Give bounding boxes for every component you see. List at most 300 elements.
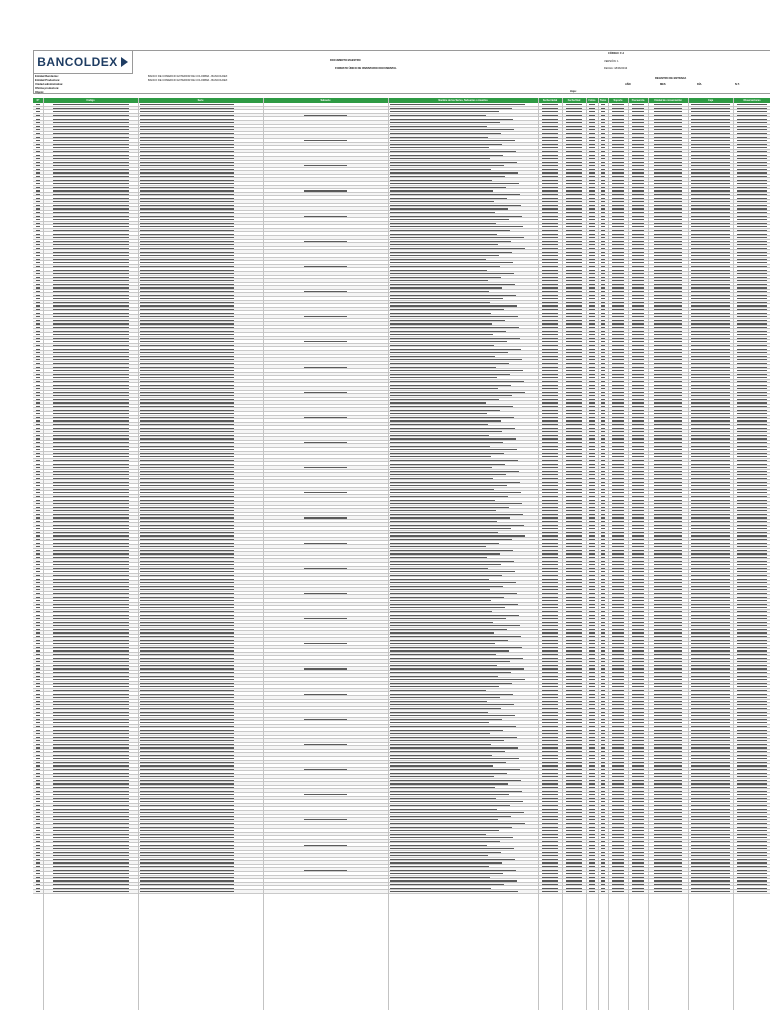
table-cell <box>36 402 40 403</box>
table-cell <box>36 194 40 195</box>
table-cell <box>140 676 234 677</box>
table-cell <box>589 388 595 389</box>
table-cell <box>589 776 595 777</box>
table-cell <box>53 108 129 109</box>
table-cell <box>654 798 682 799</box>
table-cell <box>566 381 583 382</box>
table-cell <box>654 316 682 317</box>
table-cell <box>36 535 40 536</box>
table-cell <box>612 708 624 709</box>
table-cell <box>601 704 605 705</box>
table-cell <box>566 647 583 648</box>
table-cell <box>36 712 40 713</box>
table-cell <box>737 126 767 127</box>
table-cell <box>140 327 234 328</box>
table-cell <box>390 834 486 835</box>
table-cell <box>390 144 502 145</box>
table-cell <box>566 370 583 371</box>
table-cell <box>140 597 234 598</box>
table-cell <box>589 316 595 317</box>
table-cell <box>691 277 729 278</box>
table-cell <box>542 208 559 209</box>
table-cell <box>612 794 624 795</box>
table-cell <box>589 252 595 253</box>
table-cell <box>691 848 729 849</box>
table-cell <box>601 453 605 454</box>
table-cell <box>612 776 624 777</box>
table-cell <box>654 284 682 285</box>
table-cell <box>632 852 644 853</box>
table-cell <box>304 794 348 795</box>
table-cell <box>589 884 595 885</box>
table-cell <box>632 812 644 813</box>
table-cell <box>737 338 767 339</box>
table-cell <box>140 172 234 173</box>
table-cell <box>737 464 767 465</box>
table-cell <box>53 349 129 350</box>
table-cell <box>654 435 682 436</box>
table-cell <box>542 126 559 127</box>
table-cell <box>589 708 595 709</box>
table-cell <box>53 248 129 249</box>
table-cell <box>566 162 583 163</box>
table-cell <box>691 266 729 267</box>
table-cell <box>542 712 559 713</box>
table-cell <box>304 543 348 544</box>
table-cell <box>36 259 40 260</box>
table-cell <box>390 198 507 199</box>
table-cell <box>737 140 767 141</box>
table-cell <box>654 119 682 120</box>
table-cell <box>53 198 129 199</box>
table-cell <box>691 834 729 835</box>
table-cell <box>601 180 605 181</box>
table-cell <box>542 884 559 885</box>
table-cell <box>542 176 559 177</box>
table-cell <box>737 237 767 238</box>
table-cell <box>542 244 559 245</box>
table-cell <box>390 385 511 386</box>
table-cell <box>542 535 559 536</box>
table-cell <box>140 341 234 342</box>
table-cell <box>566 144 583 145</box>
table-cell <box>691 172 729 173</box>
table-cell <box>542 500 559 501</box>
table-cell <box>53 862 129 863</box>
table-cell <box>566 273 583 274</box>
table-cell <box>589 331 595 332</box>
table-cell <box>601 219 605 220</box>
table-cell <box>654 190 682 191</box>
table-cell <box>632 140 644 141</box>
table-cell <box>589 223 595 224</box>
table-cell <box>53 615 129 616</box>
table-cell <box>612 370 624 371</box>
table-cell <box>140 385 234 386</box>
table-cell <box>737 701 767 702</box>
table-cell <box>691 582 729 583</box>
table-cell <box>654 837 682 838</box>
table-cell <box>542 618 559 619</box>
table-cell <box>53 679 129 680</box>
table-cell <box>53 280 129 281</box>
table-cell <box>542 287 559 288</box>
table-cell <box>612 237 624 238</box>
table-cell <box>601 604 605 605</box>
table-cell <box>632 733 644 734</box>
table-cell <box>632 550 644 551</box>
table-cell <box>36 305 40 306</box>
table-cell <box>566 751 583 752</box>
table-cell <box>53 104 129 105</box>
table-cell <box>632 320 644 321</box>
table-cell <box>566 877 583 878</box>
table-cell <box>632 133 644 134</box>
table-cell <box>612 543 624 544</box>
table-cell <box>589 780 595 781</box>
table-cell <box>566 208 583 209</box>
table-cell <box>737 801 767 802</box>
table-cell <box>601 647 605 648</box>
table-cell <box>589 701 595 702</box>
table-cell <box>601 837 605 838</box>
table-cell <box>612 270 624 271</box>
table-cell <box>691 672 729 673</box>
table-cell <box>542 453 559 454</box>
table-cell <box>691 126 729 127</box>
table-cell <box>632 270 644 271</box>
table-cell <box>691 676 729 677</box>
table-cell <box>654 417 682 418</box>
table-cell <box>542 769 559 770</box>
table-cell <box>632 381 644 382</box>
table-cell <box>589 769 595 770</box>
table-cell <box>542 776 559 777</box>
table-cell <box>632 298 644 299</box>
table-cell <box>390 460 518 461</box>
table-cell <box>390 550 513 551</box>
table-cell <box>601 212 605 213</box>
table-cell <box>542 805 559 806</box>
table-cell <box>612 521 624 522</box>
table-cell <box>140 726 234 727</box>
table-cell <box>589 722 595 723</box>
table-cell <box>632 262 644 263</box>
table-cell <box>390 805 510 806</box>
table-cell <box>632 392 644 393</box>
table-cell <box>632 223 644 224</box>
table-cell <box>36 571 40 572</box>
table-cell <box>601 841 605 842</box>
table-cell <box>589 597 595 598</box>
table-cell <box>589 694 595 695</box>
table-cell <box>542 859 559 860</box>
table-cell <box>654 359 682 360</box>
table-cell <box>589 827 595 828</box>
table-cell <box>654 334 682 335</box>
table-cell <box>632 798 644 799</box>
table-cell <box>36 140 40 141</box>
table-cell <box>53 632 129 633</box>
table-cell <box>53 298 129 299</box>
table-cell <box>36 385 40 386</box>
table-cell <box>632 316 644 317</box>
table-cell <box>542 694 559 695</box>
table-cell <box>140 194 234 195</box>
table-cell <box>632 241 644 242</box>
table-cell <box>589 309 595 310</box>
table-cell <box>654 765 682 766</box>
table-cell <box>612 636 624 637</box>
table-cell <box>36 837 40 838</box>
table-cell <box>632 525 644 526</box>
table-cell <box>691 568 729 569</box>
table-cell <box>566 367 583 368</box>
table-cell <box>390 456 491 457</box>
table-cell <box>737 765 767 766</box>
table-cell <box>140 622 234 623</box>
table-cell <box>566 219 583 220</box>
table-cell <box>612 252 624 253</box>
table-cell <box>390 377 497 378</box>
table-cell <box>601 636 605 637</box>
table-cell <box>654 385 682 386</box>
table-cell <box>654 406 682 407</box>
table-cell <box>691 230 729 231</box>
table-cell <box>589 435 595 436</box>
table-cell <box>140 870 234 871</box>
table-cell <box>390 535 525 536</box>
table-cell <box>589 482 595 483</box>
table-cell <box>36 496 40 497</box>
table-cell <box>612 888 624 889</box>
table-cell <box>737 708 767 709</box>
table-cell <box>737 198 767 199</box>
table-cell <box>601 273 605 274</box>
table-cell <box>601 776 605 777</box>
table-cell <box>601 374 605 375</box>
table-cell <box>737 740 767 741</box>
table-cell <box>737 305 767 306</box>
table-cell <box>654 446 682 447</box>
table-cell <box>737 579 767 580</box>
table-cell <box>601 155 605 156</box>
table-cell <box>542 812 559 813</box>
table-cell <box>691 410 729 411</box>
table-cell <box>36 564 40 565</box>
table-cell <box>612 859 624 860</box>
table-cell <box>632 668 644 669</box>
table-cell <box>632 521 644 522</box>
table-cell <box>612 402 624 403</box>
table-cell <box>589 758 595 759</box>
table-cell <box>53 611 129 612</box>
table-cell <box>390 341 507 342</box>
table-cell <box>36 205 40 206</box>
table-cell <box>53 428 129 429</box>
table-cell <box>612 553 624 554</box>
table-cell <box>654 345 682 346</box>
table-cell <box>691 471 729 472</box>
table-cell <box>390 561 514 562</box>
table-cell <box>737 190 767 191</box>
table-cell <box>140 607 234 608</box>
table-cell <box>542 158 559 159</box>
table-cell <box>542 270 559 271</box>
table-cell <box>36 769 40 770</box>
table-cell <box>632 873 644 874</box>
table-cell <box>542 460 559 461</box>
table-cell <box>589 564 595 565</box>
table-cell <box>36 744 40 745</box>
table-cell <box>737 359 767 360</box>
table-cell <box>390 183 519 184</box>
table-cell <box>601 244 605 245</box>
table-cell <box>632 827 644 828</box>
table-cell <box>632 165 644 166</box>
table-cell <box>140 453 234 454</box>
table-cell <box>53 528 129 529</box>
table-cell <box>542 345 559 346</box>
table-cell <box>654 514 682 515</box>
table-cell <box>612 568 624 569</box>
table-cell <box>612 622 624 623</box>
table-cell <box>612 841 624 842</box>
table-cell <box>737 456 767 457</box>
table-cell <box>542 597 559 598</box>
table-cell <box>390 442 503 443</box>
table-cell <box>53 399 129 400</box>
table-cell <box>632 248 644 249</box>
table-cell <box>36 597 40 598</box>
table-cell <box>140 277 234 278</box>
table-cell <box>53 636 129 637</box>
table-cell <box>612 266 624 267</box>
table-cell <box>632 870 644 871</box>
table-cell <box>589 805 595 806</box>
table-cell <box>566 295 583 296</box>
table-cell <box>632 460 644 461</box>
table-cell <box>390 151 516 152</box>
table-cell <box>691 686 729 687</box>
table-cell <box>691 539 729 540</box>
table-cell <box>53 543 129 544</box>
table-cell <box>140 252 234 253</box>
table-cell <box>53 607 129 608</box>
table-cell <box>542 377 559 378</box>
table-cell <box>691 758 729 759</box>
table-cell <box>632 654 644 655</box>
table-cell <box>654 877 682 878</box>
table-cell <box>390 787 495 788</box>
table-cell <box>691 287 729 288</box>
table-cell <box>737 270 767 271</box>
table-cell <box>632 237 644 238</box>
table-cell <box>53 747 129 748</box>
table-cell <box>140 550 234 551</box>
table-cell <box>691 737 729 738</box>
table-cell <box>612 133 624 134</box>
table-cell <box>36 852 40 853</box>
table-cell <box>691 385 729 386</box>
table-cell <box>140 137 234 138</box>
table-cell <box>566 553 583 554</box>
table-cell <box>140 406 234 407</box>
table-cell <box>632 730 644 731</box>
col-header-caja: Caja <box>707 99 714 102</box>
table-cell <box>140 845 234 846</box>
table-cell <box>612 773 624 774</box>
table-cell <box>542 352 559 353</box>
table-cell <box>632 428 644 429</box>
table-cell <box>566 672 583 673</box>
table-cell <box>691 719 729 720</box>
table-cell <box>601 593 605 594</box>
table-cell <box>566 629 583 630</box>
table-cell <box>612 205 624 206</box>
table-cell <box>566 482 583 483</box>
table-cell <box>737 582 767 583</box>
table-cell <box>140 104 234 105</box>
table-cell <box>601 367 605 368</box>
table-cell <box>612 783 624 784</box>
table-cell <box>390 712 488 713</box>
table-cell <box>654 618 682 619</box>
table-cell <box>612 640 624 641</box>
table-cell <box>566 525 583 526</box>
table-cell <box>601 363 605 364</box>
table-cell <box>53 625 129 626</box>
table-cell <box>304 140 348 141</box>
table-cell <box>589 219 595 220</box>
table-cell <box>601 252 605 253</box>
table-cell <box>566 338 583 339</box>
table-cell <box>542 151 559 152</box>
table-cell <box>140 496 234 497</box>
table-cell <box>140 147 234 148</box>
table-cell <box>601 690 605 691</box>
table-cell <box>691 690 729 691</box>
table-cell <box>612 855 624 856</box>
table-cell <box>737 352 767 353</box>
table-cell <box>140 632 234 633</box>
table-cell <box>632 198 644 199</box>
table-cell <box>612 352 624 353</box>
table-cell <box>566 862 583 863</box>
table-cell <box>654 180 682 181</box>
table-cell <box>737 694 767 695</box>
table-cell <box>601 420 605 421</box>
table-cell <box>390 532 498 533</box>
table-cell <box>632 273 644 274</box>
table-cell <box>691 845 729 846</box>
table-cell <box>36 424 40 425</box>
table-cell <box>612 600 624 601</box>
table-cell <box>140 169 234 170</box>
table-cell <box>691 208 729 209</box>
table-cell <box>737 862 767 863</box>
table-cell <box>691 449 729 450</box>
table-cell <box>140 119 234 120</box>
table-cell <box>691 424 729 425</box>
table-cell <box>632 420 644 421</box>
table-cell <box>53 492 129 493</box>
table-cell <box>654 478 682 479</box>
table-cell <box>36 708 40 709</box>
table-cell <box>654 805 682 806</box>
table-cell <box>390 295 516 296</box>
table-cell <box>612 880 624 881</box>
